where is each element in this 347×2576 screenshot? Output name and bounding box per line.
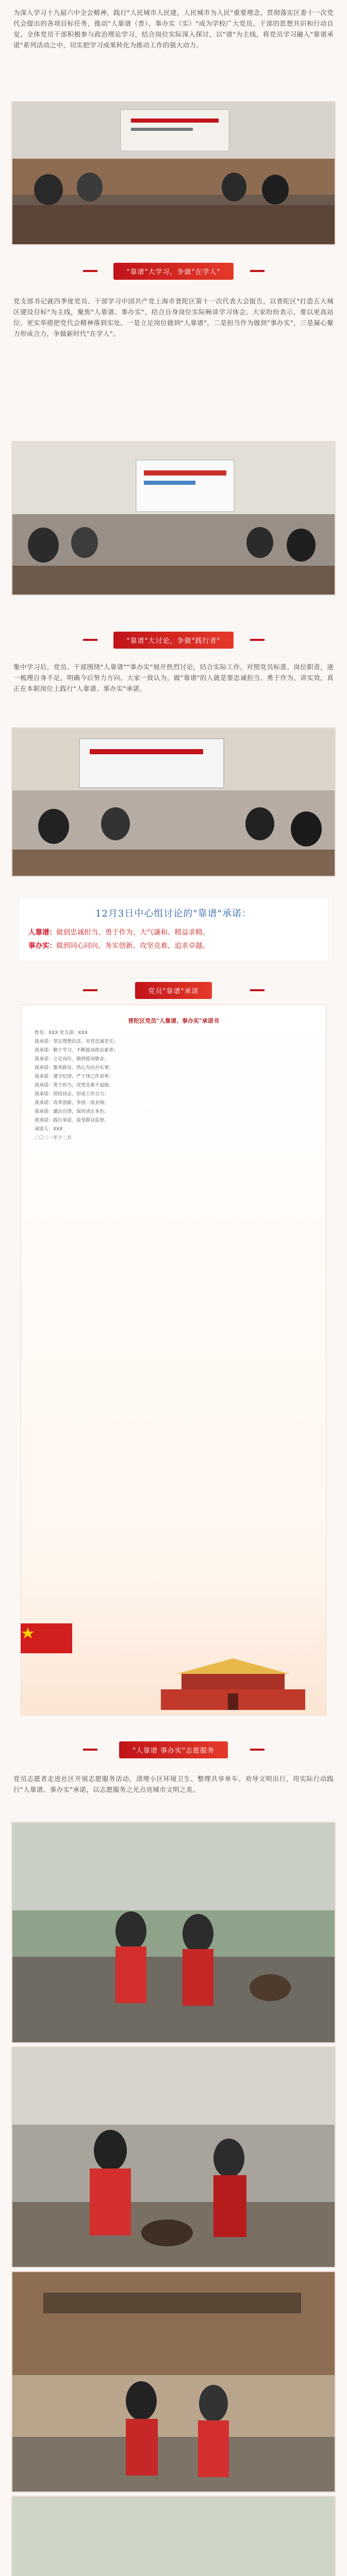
- title-decor-left: [83, 1749, 97, 1751]
- title-decor-right: [250, 1749, 265, 1751]
- section3-title-label: 党员"靠谱"承诺: [135, 982, 212, 999]
- pledge-poster: [21, 1005, 326, 1716]
- section1-title-label: "靠谱"大学习，争做"在学人": [113, 263, 234, 280]
- meeting-photo-1: [11, 101, 336, 245]
- poster-line: 我承诺：坚定理想信念，对党忠诚老实；: [35, 1039, 119, 1044]
- poster-line: 我承诺：勇于担当，攻坚克难不退缩；: [35, 1083, 114, 1088]
- pledge-heading: 12月3日中心组讨论的"靠谱"承诺：: [95, 908, 252, 919]
- volunteer-photo-3-image: [12, 2272, 335, 2492]
- section4-paragraph: 党员志愿者走进社区开展志愿服务活动，清理小区环境卫生、整理共享单车、劝导文明出行，用实际行动践行"人靠谱、事办实"承诺，以志愿服务之光点亮城市文明之美。: [13, 1775, 334, 1793]
- poster-line: 我承诺：服务群众，热心为民办实事；: [35, 1065, 114, 1071]
- poster-line: 我承诺：立足岗位，做到爱岗敬业；: [35, 1057, 109, 1062]
- poster-line: 我承诺：践行承诺，接受群众监督。: [35, 1118, 109, 1123]
- meeting-photo-1-image: [12, 102, 335, 244]
- meeting-photo-2: [11, 441, 336, 596]
- pledge-line-1-key: 人靠谱：: [28, 928, 56, 937]
- title-decor-right: [250, 989, 265, 991]
- section2-text: [0, 652, 347, 724]
- poster-line: 我承诺：廉洁自律，保持清正本色；: [35, 1109, 109, 1114]
- discussion-photo: [11, 727, 336, 877]
- poster-line: 我承诺：团结同志，形成工作合力；: [35, 1092, 109, 1097]
- section1-text: [0, 283, 347, 438]
- tiananmen-icon: [151, 1653, 316, 1710]
- section1-paragraph: 党支部书记就四季度党员、干部学习中国共产党上海市普陀区第十一次代表大会报告，以普陀区"打造五大城区建设目标"为主线，聚焦"人靠谱、事办实"，结合自身岗位实际畅谈学习体会。大家纷纷表示，要以更高站位、更实举措把党代会精神落到实处。一是立足岗位做到"人靠谱"，二是担当作为做到"事办实"，三是凝心聚力形成合力，争做新时代"在学人"。: [13, 297, 334, 337]
- flag-icon: [21, 1623, 72, 1653]
- poster-line: 我承诺：遵守纪律，严于律己作表率；: [35, 1074, 114, 1079]
- poster-line: 二〇二一年十二月: [35, 1136, 72, 1141]
- poster-line: 承诺人：XXX: [35, 1127, 63, 1132]
- section4-text: [0, 1762, 347, 1819]
- volunteer-photo-1: [11, 1822, 336, 2043]
- section2-title-label: "靠谱"大讨论，争做"践行者": [113, 632, 234, 649]
- section2-title: [65, 632, 282, 649]
- discussion-photo-image: [12, 728, 335, 876]
- pledge-line-1-value: 做到忠诚担当、勇于作为、大气谦和、精益求精。: [56, 928, 209, 937]
- section3-title: [65, 982, 282, 999]
- pledge-line-2-value: 做到同心同向、务实创新、攻坚克难、追求卓越。: [56, 942, 209, 950]
- poster-lines: [35, 1029, 312, 1143]
- poster-title: 普陀区党员"人靠谱、事办实"承诺书: [128, 1018, 219, 1024]
- section2-paragraph: 集中学习后，党员、干部围绕"人靠谱""事办实"展开热烈讨论，结合实际工作，对照党员标准、岗位职责，逐一梳理自身不足，明确今后努力方向。大家一致认为，做"靠谱"的人就是要忠诚担当、勇于作为、讲实效，真正在本职岗位上践行"人靠谱、事办实"承诺。: [13, 663, 334, 692]
- section4-title: [65, 1741, 282, 1759]
- title-decor-right: [250, 639, 265, 641]
- poster-line: 我承诺：改革创新，争创一流业绩；: [35, 1100, 109, 1106]
- volunteer-photo-2-image: [12, 2047, 335, 2267]
- pledge-box: [19, 897, 328, 961]
- volunteer-photo-2: [11, 2046, 336, 2268]
- title-decor-left: [83, 989, 97, 991]
- volunteer-photo-4: [11, 2496, 336, 2576]
- pledge-line-2-key: 事办实：: [28, 942, 56, 950]
- section4-title-label: "人靠谱 事办实"志愿服务: [119, 1741, 228, 1758]
- title-decor-left: [83, 270, 97, 272]
- section1-title: [65, 263, 282, 280]
- volunteer-photo-1-image: [12, 1823, 335, 2042]
- intro-text: [0, 0, 347, 98]
- volunteer-photo-3: [11, 2271, 336, 2493]
- poster-line: 姓名：XXX 党支部：XXX: [35, 1030, 88, 1036]
- intro-paragraph: 为深入学习十九届六中全会精神，践行"人民城市人民建，人民城市为人民"重要理念，贯彻落实区委十一次党代会提出的各项目标任务，推动"人靠谱（普）、事办实（实）"成为学校广大党员、干部的思想共识和行动自觉，全体党员干部积极参与政治理论学习，结合岗位实际深入探讨，以"谱"为主线，将党员学习融入"靠谱承诺"系列活动之中，切实把学习成果转化为推动工作的强大动力。: [13, 9, 334, 49]
- poster-line: 我承诺：勤于学习，不断提高政治素养；: [35, 1048, 119, 1053]
- title-decor-left: [83, 639, 97, 641]
- pledge-line-2: [28, 939, 319, 953]
- volunteer-photo-4-image: [12, 2497, 335, 2576]
- meeting-photo-2-image: [12, 442, 335, 595]
- pledge-line-1: [28, 926, 319, 939]
- title-decor-right: [250, 270, 265, 272]
